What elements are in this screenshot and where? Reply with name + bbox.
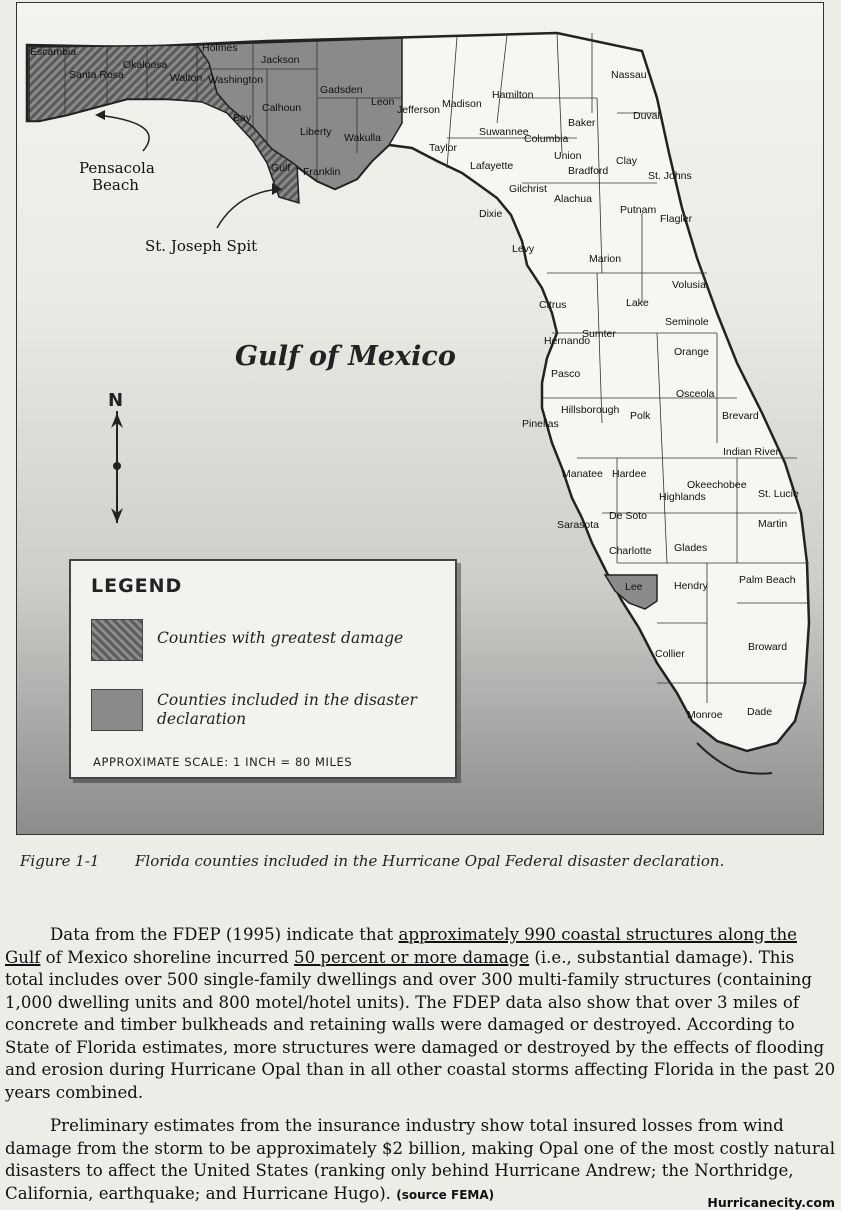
county-label: Collier — [655, 648, 685, 660]
county-label: Taylor — [429, 142, 458, 154]
figure-frame — [16, 2, 824, 835]
county-label: Santa Rosa — [69, 69, 124, 81]
county-label: Nassau — [611, 69, 647, 81]
legend-title: LEGEND — [91, 575, 183, 597]
county-label: Volusia — [672, 279, 706, 291]
north-label: N — [108, 390, 124, 411]
county-label: Gulf — [271, 162, 291, 174]
county-label: Suwannee — [479, 126, 529, 138]
county-label: Okaloosa — [123, 59, 168, 71]
stjoseph-arrow — [217, 189, 279, 228]
county-label: Sumter — [582, 328, 616, 340]
county-label: Polk — [630, 410, 651, 422]
body-paragraph-2 — [5, 1115, 837, 1206]
county-label: Indian River — [723, 446, 780, 458]
county-label: Hardee — [612, 468, 647, 480]
county-label: Glades — [674, 542, 708, 554]
county-label: Hillsborough — [561, 404, 620, 416]
legend-swatch-disaster-declaration — [91, 689, 143, 731]
county-label: Orange — [674, 346, 710, 358]
para1-text-c: (i.e., substantial damage). This total includes over 500 single-family dwellings and over 300 multi-family structures (containing 1,000 dwelling units and 800 motel/hotel units). The FDEP data also show that over 3 miles of concrete and timber bulkheads and retaining walls were damaged or destroyed. According to State of Florida estimates, more structures were damaged or destroyed by the effects of flooding and erosion during Hurricane Opal than in all other coastal storms affecting Florida in the past 20 years combined. — [5, 947, 836, 1102]
north-arrow — [108, 390, 123, 523]
county-label: Citrus — [539, 299, 567, 311]
county-label: Walton — [170, 72, 203, 84]
county-label: Sarasota — [557, 519, 600, 531]
county-label: Monroe — [687, 709, 723, 721]
county-label: Osceola — [676, 388, 715, 400]
source-note: (source FEMA) — [396, 1187, 495, 1202]
para2-text: Preliminary estimates from the insurance industry show total insured losses from wind damage from the storm to be approximately $2 billion, making Opal one of the most costly natural disasters to affect the United States (ranking only behind Hurricane Andrew; the Northridge, California, earthquake; and Hurricane Hugo). — [5, 1116, 835, 1203]
county-label: Clay — [616, 155, 638, 167]
county-label: St. Lucie — [758, 488, 799, 500]
county-label: Manatee — [562, 468, 603, 480]
county-label: Pinellas — [522, 418, 559, 430]
para1-underlined-2: 50 percent or more damage — [294, 947, 530, 967]
para1-underlined-1: approximately 990 coastal structures along the Gulf — [5, 925, 797, 967]
county-label: Levy — [512, 243, 535, 255]
county-label: Hendry — [674, 580, 708, 592]
county-label: Dixie — [479, 208, 503, 220]
county-label: De Soto — [609, 510, 647, 522]
county-label: Jackson — [261, 54, 300, 66]
county-label: Okeechobee — [687, 479, 747, 491]
county-label: Brevard — [722, 410, 759, 422]
county-label: Jefferson — [397, 104, 440, 116]
county-label: Duval — [633, 110, 660, 122]
body-paragraph-1 — [5, 924, 837, 1104]
pensacola-arrowhead — [95, 110, 105, 120]
site-credit: Hurricanecity.com — [707, 1195, 835, 1210]
county-label: Madison — [442, 98, 482, 110]
stjoseph-label: St. Joseph Spit — [145, 237, 258, 255]
pensacola-arrow — [97, 115, 149, 151]
county-label: Lee — [625, 581, 643, 593]
figure-caption — [20, 852, 724, 870]
county-label: St. Johns — [648, 170, 692, 182]
county-label: Lafayette — [470, 160, 514, 172]
county-label: Liberty — [300, 126, 332, 138]
county-label: Palm Beach — [739, 574, 796, 586]
legend-label-greatest-damage: Counties with greatest damage — [157, 629, 404, 647]
county-label: Washington — [208, 74, 264, 86]
legend-scale: APPROXIMATE SCALE: 1 INCH = 80 MILES — [93, 755, 353, 769]
county-label: Putnam — [620, 204, 657, 216]
county-label: Flagler — [660, 213, 693, 225]
county-label: Baker — [568, 117, 596, 129]
county-label: Highlands — [659, 491, 706, 503]
figure-caption-text: Florida counties included in the Hurricane Opal Federal disaster declaration. — [135, 852, 725, 870]
county-label: Leon — [371, 96, 395, 108]
para1-text-a: Data from the FDEP (1995) indicate that — [50, 925, 399, 944]
county-label: Seminole — [665, 316, 709, 328]
county-label: Calhoun — [262, 102, 302, 114]
water-label: Gulf of Mexico — [235, 341, 456, 372]
pensacola-label-1: Pensacola — [79, 159, 155, 177]
county-label: Dade — [747, 706, 773, 718]
county-label: Pasco — [551, 368, 581, 380]
county-label: Columbia — [524, 133, 569, 145]
county-label: Bay — [233, 112, 252, 124]
county-label: Hernando — [544, 335, 591, 347]
county-label: Union — [554, 150, 582, 162]
county-label: Charlotte — [609, 545, 652, 557]
county-label: Gilchrist — [509, 183, 547, 195]
county-label: Wakulla — [344, 132, 381, 144]
para1-text-b: of Mexico shoreline incurred — [40, 947, 295, 967]
county-label: Marion — [589, 253, 622, 265]
county-label: Lake — [626, 297, 649, 309]
county-label: Gadsden — [320, 84, 363, 96]
pensacola-label-2: Beach — [92, 176, 139, 194]
county-label: Alachua — [554, 193, 592, 205]
county-label: Hamilton — [492, 89, 534, 101]
county-label: Escambia — [30, 46, 77, 58]
legend-swatch-greatest-damage — [91, 619, 143, 661]
county-label: Holmes — [202, 42, 238, 54]
figure-label: Figure 1-1 — [20, 852, 100, 870]
county-label: Broward — [748, 641, 788, 653]
county-label: Martin — [758, 518, 788, 530]
county-label: Bradford — [568, 165, 609, 177]
legend — [69, 559, 457, 779]
legend-label-disaster-declaration: Counties included in the disaster declaration — [157, 691, 417, 728]
county-label: Franklin — [303, 166, 341, 178]
